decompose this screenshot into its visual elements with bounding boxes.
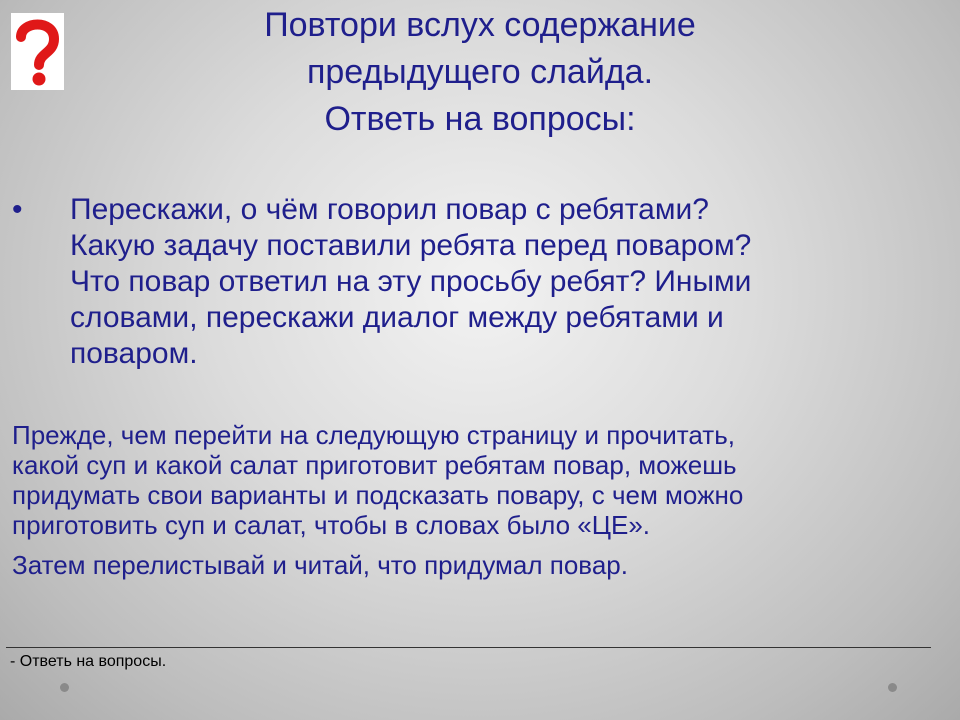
title-line: Повтори вслух содержание [264, 6, 696, 44]
paragraph-line: приготовить суп и салат, чтобы в словах было «ЦЕ». [12, 510, 651, 540]
paragraph-line: Прежде, чем перейти на следующую страницу и прочитать, [12, 420, 735, 450]
question-mark-icon [11, 13, 64, 90]
title-line: предыдущего слайда. [306, 53, 654, 91]
paragraph-line: придумать свои варианты и подсказать повару, с чем можно [12, 480, 744, 510]
title-line: Ответь на вопросы: [324, 100, 636, 138]
notes-divider [6, 647, 931, 648]
bullet-line: Какую задачу поставили ребята перед поваром? [70, 229, 752, 262]
bullet-line: словами, перескажи диалог между ребятами и [70, 301, 724, 334]
decorative-dot [60, 683, 69, 692]
footer-note: - Ответь на вопросы. [10, 653, 167, 670]
paragraph-line: какой суп и какой салат приготовит ребятам повар, можешь [12, 450, 737, 480]
next-step-paragraph: Затем перелистывай и читай, что придумал повар. [12, 550, 628, 580]
decorative-dot [888, 683, 897, 692]
slide-title [120, 2, 840, 143]
bullet-line: поваром. [70, 337, 198, 370]
bullet-text [70, 192, 950, 372]
instruction-paragraph [12, 420, 952, 540]
bullet-marker: • [12, 193, 23, 226]
bullet-line: Что повар ответил на эту просьбу ребят? Иными [70, 265, 752, 298]
bullet-line: Перескажи, о чём говорил повар с ребятами? [70, 193, 709, 226]
